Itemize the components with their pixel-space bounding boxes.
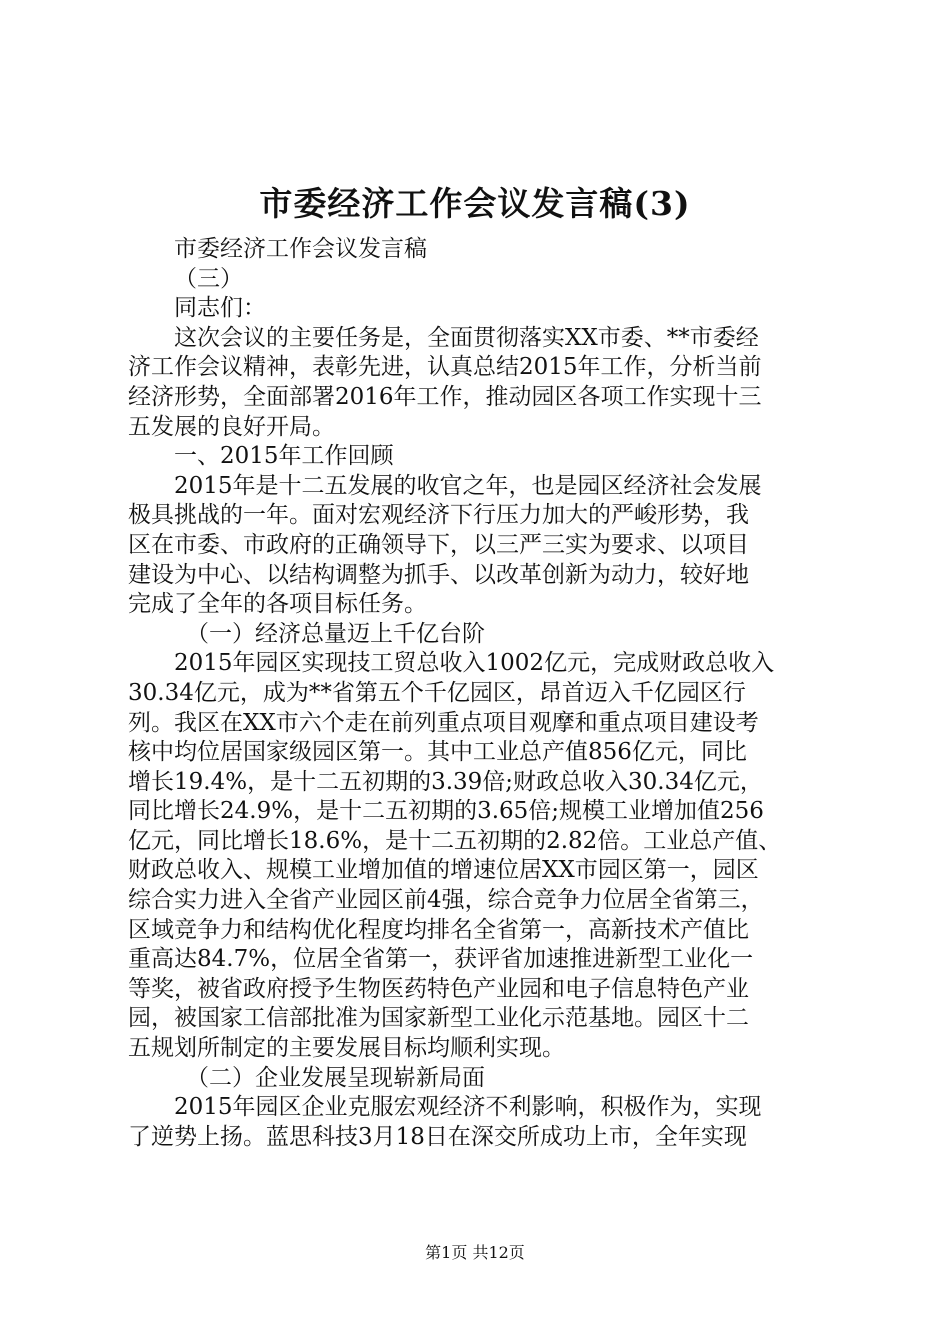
page-footer: 第1页 共12页 — [425, 1243, 525, 1262]
paragraph-line: 区在市委、市政府的正确领导下，以三严三实为要求、以项目 — [128, 531, 749, 558]
subtitle-line: 市委经济工作会议发言稿 — [174, 236, 427, 262]
paragraph-line: 同比增长24.9%，是十二五初期的3.65倍;规模工业增加值256 — [128, 798, 764, 825]
paragraph-line: 极具挑战的一年。面对宏观经济下行压力加大的严峻形势，我 — [128, 502, 749, 529]
section-heading: 一、2015年工作回顾 — [174, 443, 394, 470]
paragraph-line: 五发展的良好开局。 — [128, 413, 335, 440]
paragraph-line: 这次会议的主要任务是，全面贯彻落实XX市委、**市委经 — [174, 324, 759, 351]
paragraph-line: 增长19.4%，是十二五初期的3.39倍;财政总收入30.34亿元， — [128, 768, 763, 795]
subtitle-number: （三） — [174, 265, 243, 292]
paragraph-line: 2015年园区实现技工贸总收入1002亿元，完成财政总收入 — [174, 650, 775, 677]
paragraph-line: 2015年园区企业克服宏观经济不利影响，积极作为，实现 — [174, 1094, 762, 1121]
document-title: 市委经济工作会议发言稿(3) — [259, 184, 691, 223]
paragraph-line: 经济形势，全面部署2016年工作，推动园区各项工作实现十三 — [128, 383, 762, 410]
paragraph-line: 2015年是十二五发展的收官之年，也是园区经济社会发展 — [174, 472, 762, 499]
paragraph-line: 30.34亿元，成为**省第五个千亿园区，昂首迈入千亿园区行 — [128, 679, 746, 706]
paragraph-line: 财政总收入、规模工业增加值的增速位居XX市园区第一，园区 — [128, 857, 759, 884]
subsection-heading: （二）企业发展呈现崭新局面 — [186, 1064, 485, 1091]
paragraph-line: 完成了全年的各项目标任务。 — [128, 591, 427, 618]
subsection-heading: （一）经济总量迈上千亿台阶 — [186, 620, 485, 647]
paragraph-line: 济工作会议精神，表彰先进，认真总结2015年工作，分析当前 — [128, 354, 762, 381]
paragraph-line: 五规划所制定的主要发展目标均顺利实现。 — [128, 1035, 565, 1062]
paragraph-line: 区域竞争力和结构优化程度均排名全省第一，高新技术产值比 — [128, 916, 749, 943]
paragraph-line: 建设为中心、以结构调整为抓手、以改革创新为动力，较好地 — [128, 561, 749, 588]
paragraph-line: 了逆势上扬。蓝思科技3月18日在深交所成功上市，全年实现 — [128, 1123, 747, 1150]
salutation: 同志们： — [174, 295, 266, 322]
paragraph-line: 核中均位居国家级园区第一。其中工业总产值856亿元，同比 — [128, 739, 747, 766]
paragraph-line: 园，被国家工信部批准为国家新型工业化示范基地。园区十二 — [128, 1005, 749, 1032]
paragraph-line: 重高达84.7%，位居全省第一，获评省加速推进新型工业化一 — [128, 946, 754, 973]
paragraph-line: 列。我区在XX市六个走在前列重点项目观摩和重点项目建设考 — [128, 709, 759, 736]
paragraph-line: 亿元，同比增长18.6%，是十二五初期的2.82倍。工业总产值、 — [128, 827, 782, 854]
paragraph-line: 等奖，被省政府授予生物医药特色产业园和电子信息特色产业 — [128, 975, 749, 1002]
document-body — [128, 235, 828, 1152]
paragraph-line: 综合实力进入全省产业园区前4强，综合竞争力位居全省第三， — [128, 887, 764, 914]
